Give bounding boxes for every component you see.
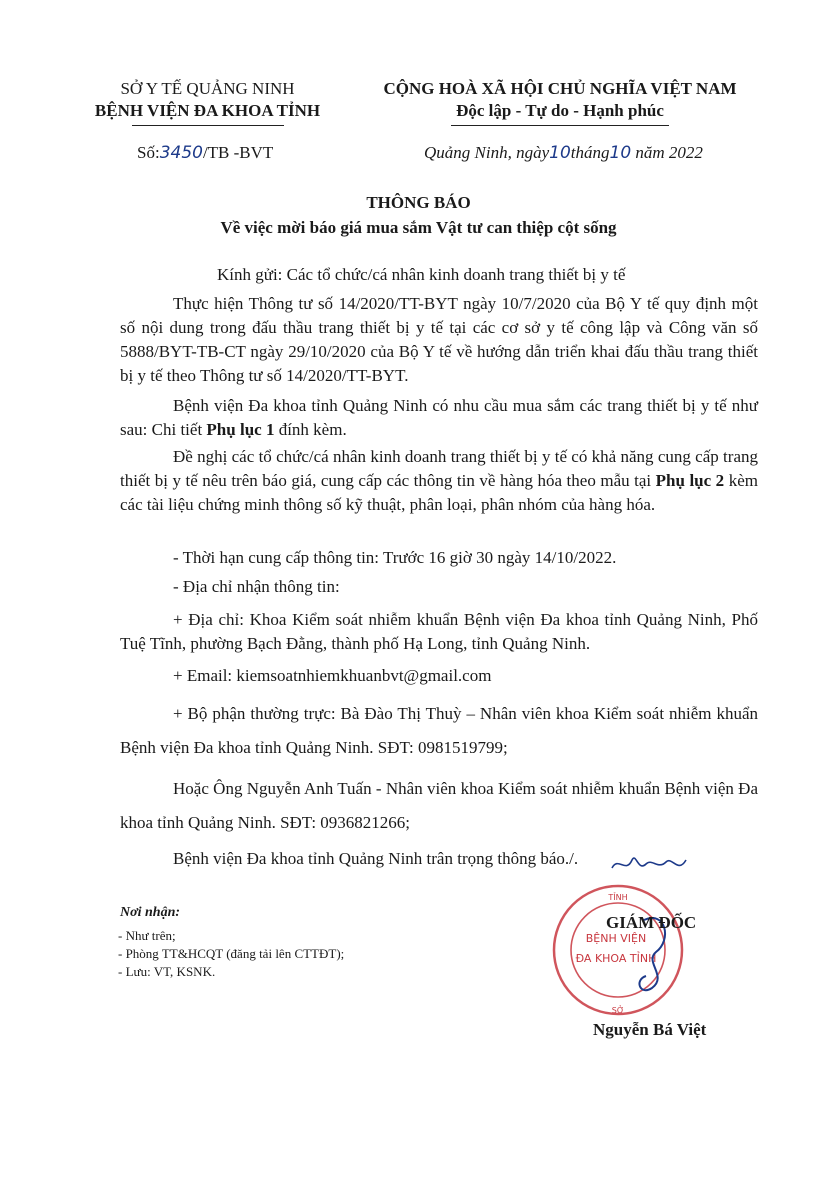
recipient-item: - Như trên;	[118, 928, 176, 943]
document-number-handwritten: 3450	[159, 143, 203, 163]
contact-primary: + Bộ phận thường trực: Bà Đào Thị Thuỳ – Nhân viên khoa Kiểm soát nhiễm khuẩn Bệnh viện Đa khoa tỉnh Quảng Ninh. SĐT: 0981519799;	[120, 704, 758, 757]
stamp-inner-line-1: BỆNH VIỆN	[585, 932, 647, 945]
org-name: BỆNH VIỆN ĐA KHOA TỈNH	[94, 101, 321, 120]
date-month: 10	[609, 143, 632, 163]
document-date	[424, 143, 703, 163]
document-subtitle: Về việc mời báo giá mua sắm Vật tư can thiệp cột sống	[220, 218, 617, 237]
recipients-title: Nơi nhận:	[120, 905, 181, 920]
recipient-item: - Phòng TT&HCQT (đăng tải lên CTTĐT);	[118, 946, 345, 961]
date-year: năm 2022	[635, 143, 703, 162]
stamp-inner-line-2: ĐA KHOA TỈNH	[575, 952, 657, 965]
date-month-label: tháng	[570, 143, 610, 162]
address: + Địa chỉ: Khoa Kiểm soát nhiễm khuẩn Bệnh viện Đa khoa tỉnh Quảng Ninh, Phố Tuệ Tĩnh, phường Bạch Đằng, thành phố Hạ Long, tỉnh Quảng Ninh.	[120, 610, 758, 653]
document-number-prefix: Số:	[137, 143, 160, 162]
org-parent: SỞ Y TẾ QUẢNG NINH	[120, 79, 295, 98]
national-heading	[360, 78, 760, 126]
signer-position: GIÁM ĐỐC	[606, 913, 697, 932]
svg-text:SỞ: SỞ	[611, 1006, 625, 1015]
date-day: 10	[549, 143, 571, 163]
country-name: CỘNG HOÀ XÃ HỘI CHỦ NGHĨA VIỆT NAM	[383, 79, 737, 98]
greeting: Kính gửi: Các tổ chức/cá nhân kinh doanh trang thiết bị y tế	[217, 265, 626, 284]
address-label: - Địa chỉ nhận thông tin:	[173, 577, 340, 596]
paragraph-request	[120, 445, 758, 517]
recipient-item: - Lưu: VT, KSNK.	[118, 964, 216, 979]
svg-text:TỈNH: TỈNH	[608, 893, 628, 902]
paragraph-legal-basis: Thực hiện Thông tư số 14/2020/TT-BYT ngày 10/7/2020 của Bộ Y tế quy định một số nội dung trong đấu thầu trang thiết bị y tế tại các cơ sở y tế công lập và Công văn số 5888/BYT-TB-CT ngày 29/10/2020 của Bộ Y tế về hướng dẫn triển khai đấu thầu trang thiết bị y tế theo Thông tư số 14/2020/TT-BYT.	[120, 294, 758, 385]
header-right-underline	[451, 125, 669, 126]
paragraph-request-tail: kèm các tài liệu chứng minh thông số kỹ thuật, phân loại, phân nhóm của hàng hóa.	[120, 471, 758, 514]
document-number-suffix: /TB -BVT	[202, 143, 274, 162]
official-stamp	[548, 880, 688, 1020]
header-left-underline	[132, 125, 284, 126]
paragraph-need	[120, 394, 758, 442]
paragraph-need-tail: đính kèm.	[274, 420, 347, 439]
email: + Email: kiemsoatnhiemkhuanbvt@gmail.com	[173, 666, 492, 685]
appendix-1-ref: Phụ lục 1	[206, 420, 275, 439]
contact-secondary: Hoặc Ông Nguyễn Anh Tuấn - Nhân viên khoa Kiểm soát nhiễm khuẩn Bệnh viện Đa khoa tỉnh Quảng Ninh. SĐT: 0936821266;	[120, 779, 758, 832]
closing-line: Bệnh viện Đa khoa tỉnh Quảng Ninh trân trọng thông báo./.	[173, 849, 579, 868]
document-title: THÔNG BÁO	[366, 193, 471, 212]
national-motto: Độc lập - Tự do - Hạnh phúc	[456, 101, 664, 120]
deadline: - Thời hạn cung cấp thông tin: Trước 16 giờ 30 ngày 14/10/2022.	[173, 548, 617, 567]
paragraph-request-text: Đề nghị các tổ chức/cá nhân kinh doanh trang thiết bị y tế có khả năng cung cấp trang thiết bị y tế nêu trên báo giá, cung cấp các thông tin về hàng hóa theo mẫu tại	[120, 447, 758, 490]
issuing-authority	[85, 78, 330, 126]
document-number	[137, 143, 273, 163]
paragraph-need-text: Bệnh viện Đa khoa tỉnh Quảng Ninh có nhu cầu mua sắm các trang thiết bị y tế như sau: Chi tiết	[120, 396, 758, 439]
signer-name: Nguyễn Bá Việt	[593, 1020, 707, 1039]
appendix-2-ref: Phụ lục 2	[655, 471, 725, 490]
date-place: Quảng Ninh, ngày	[424, 143, 550, 162]
